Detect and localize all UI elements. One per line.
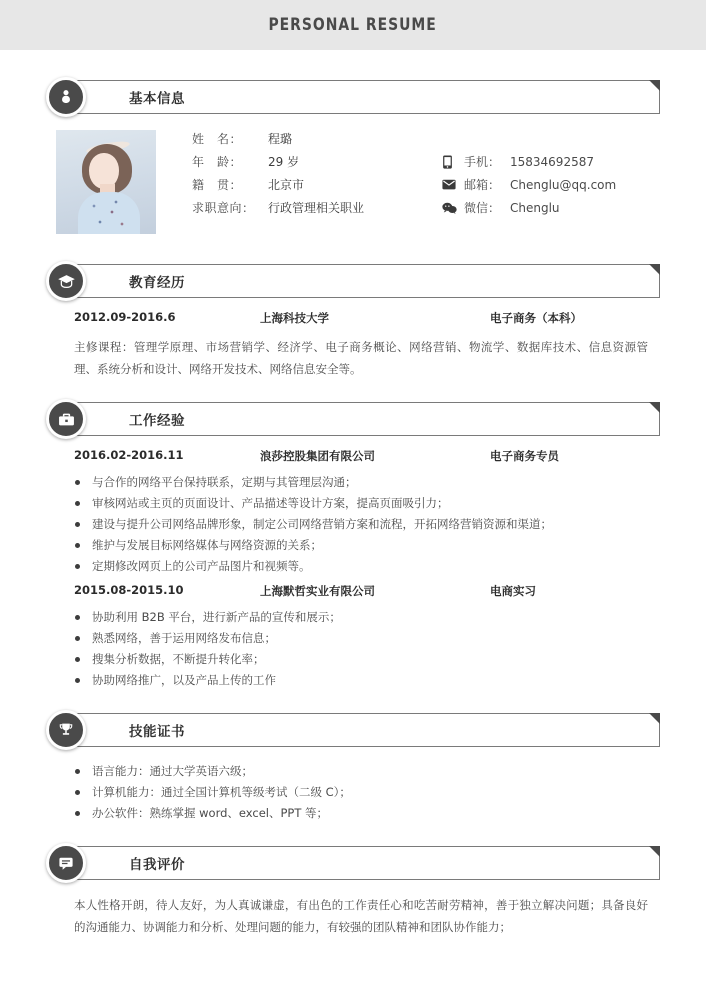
- work-position: 电子商务专员: [490, 449, 559, 463]
- avatar: [56, 130, 156, 234]
- work-position: 电商实习: [490, 584, 536, 598]
- section-title-evaluation: 自我评价: [129, 857, 185, 873]
- section-title-work: 工作经验: [129, 413, 185, 429]
- contact-fields: [442, 130, 660, 234]
- work-duties-list: [46, 599, 660, 691]
- section-education: [46, 264, 660, 298]
- list-item: 定期修改网页上的公司产品图片和视频等。: [92, 556, 660, 577]
- section-header-education: [68, 264, 660, 298]
- field-age-value: 29 岁: [268, 155, 300, 169]
- list-item: 维护与发展目标网络媒体与网络资源的关系；: [92, 535, 660, 556]
- work-company: 浪莎控股集团有限公司: [260, 449, 375, 463]
- list-item: 计算机能力：通过全国计算机等级考试（二级 C）；: [92, 782, 660, 803]
- spacer: [46, 50, 660, 80]
- work-entry: [46, 577, 660, 599]
- personal-fields: [192, 130, 442, 234]
- section-skills: [46, 713, 660, 747]
- field-name-label: 姓 名：: [192, 132, 243, 146]
- list-item: 搜集分析数据，不断提升转化率；: [92, 649, 660, 670]
- list-item: 建设与提升公司网络品牌形象，制定公司网络营销方案和流程，开拓网络营销资源和渠道；: [92, 514, 660, 535]
- field-objective-value: 行政管理相关职业: [268, 201, 365, 215]
- trophy-icon: [46, 710, 86, 750]
- section-title-education: 教育经历: [129, 275, 185, 291]
- section-self-evaluation: [46, 846, 660, 880]
- list-item: 审核网站或主页的页面设计、产品描述等设计方案，提高页面吸引力；: [92, 493, 660, 514]
- section-header-work: [68, 402, 660, 436]
- wechat-icon: [442, 202, 464, 214]
- section-header-basic: [68, 80, 660, 114]
- mobile-phone-icon: [442, 155, 464, 169]
- page-title: PERSONAL RESUME: [268, 15, 438, 35]
- basic-info-body: [46, 114, 660, 234]
- field-hometown-label: 籍 贯：: [192, 178, 243, 192]
- contact-phone-label: 手机：: [464, 155, 501, 169]
- section-title-basic: 基本信息: [129, 91, 185, 107]
- contact-wechat-label: 微信：: [464, 201, 501, 215]
- field-objective: [192, 199, 442, 222]
- work-company: 上海默哲实业有限公司: [260, 584, 375, 598]
- envelope-icon: [442, 179, 464, 190]
- field-name: [192, 130, 442, 153]
- contact-email-value: Chenglu@qq.com: [510, 177, 617, 192]
- spacer: [46, 380, 660, 402]
- education-date: 2012.09-2016.6: [74, 310, 176, 324]
- education-courses: 主修课程：管理学原理、市场营销学、经济学、电子商务概论、网络营销、物流学、数据库技术、信息资源管理、系统分析和设计、网络开发技术、网络信息安全等。: [74, 340, 648, 376]
- page-banner: [0, 0, 706, 50]
- field-objective-label: 求职意向：: [192, 201, 255, 215]
- work-duties-list: [46, 464, 660, 577]
- briefcase-icon: [46, 399, 86, 439]
- avatar-clothing: [78, 192, 140, 234]
- section-header-skills: [68, 713, 660, 747]
- spacer: [46, 234, 660, 264]
- field-age: [192, 153, 442, 176]
- self-evaluation-text: 本人性格开朗，待人友好，为人真诚谦虚，有出色的工作责任心和吃苦耐劳精神，善于独立解决问题；具备良好的沟通能力、协调能力和分析、处理问题的能力，有较强的团队精神和团队协作能力；: [74, 898, 648, 934]
- field-age-label: 年 龄：: [192, 155, 243, 169]
- contact-phone-value: 15834692587: [510, 154, 594, 169]
- education-major: 电子商务（本科）: [490, 311, 582, 325]
- section-basic-info: [46, 80, 660, 114]
- basic-info-columns: [156, 130, 660, 234]
- contact-email: [442, 173, 660, 196]
- skills-list: [46, 747, 660, 824]
- field-hometown-value: 北京市: [268, 178, 305, 192]
- work-date: 2015.08-2015.10: [74, 583, 184, 597]
- contact-wechat-value: Chenglu: [510, 200, 560, 215]
- work-date: 2016.02-2016.11: [74, 448, 184, 462]
- education-school: 上海科技大学: [260, 311, 329, 325]
- section-header-evaluation: [68, 846, 660, 880]
- list-item: 协助利用 B2B 平台，进行新产品的宣传和展示；: [92, 607, 660, 628]
- list-item: 熟悉网络，善于运用网络发布信息；: [92, 628, 660, 649]
- comment-icon: [46, 843, 86, 883]
- list-item: 办公软件：熟练掌握 word、excel、PPT 等；: [92, 803, 660, 824]
- contact-email-label: 邮箱：: [464, 178, 501, 192]
- list-item: 语言能力：通过大学英语六级；: [92, 761, 660, 782]
- contact-phone: [442, 150, 660, 173]
- spacer: [46, 691, 660, 713]
- field-name-value: 程璐: [268, 132, 293, 146]
- person-icon: [46, 77, 86, 117]
- list-item: 协助网络推广，以及产品上传的工作: [92, 670, 660, 691]
- list-item: 与合作的网络平台保持联系，定期与其管理层沟通；: [92, 472, 660, 493]
- spacer: [46, 824, 660, 846]
- field-hometown: [192, 176, 442, 199]
- section-title-skills: 技能证书: [129, 724, 185, 740]
- section-work-experience: [46, 402, 660, 436]
- graduation-cap-icon: [46, 261, 86, 301]
- resume-page: [0, 50, 706, 938]
- work-entry: [46, 436, 660, 464]
- education-entry: [46, 298, 660, 326]
- contact-wechat: [442, 196, 660, 219]
